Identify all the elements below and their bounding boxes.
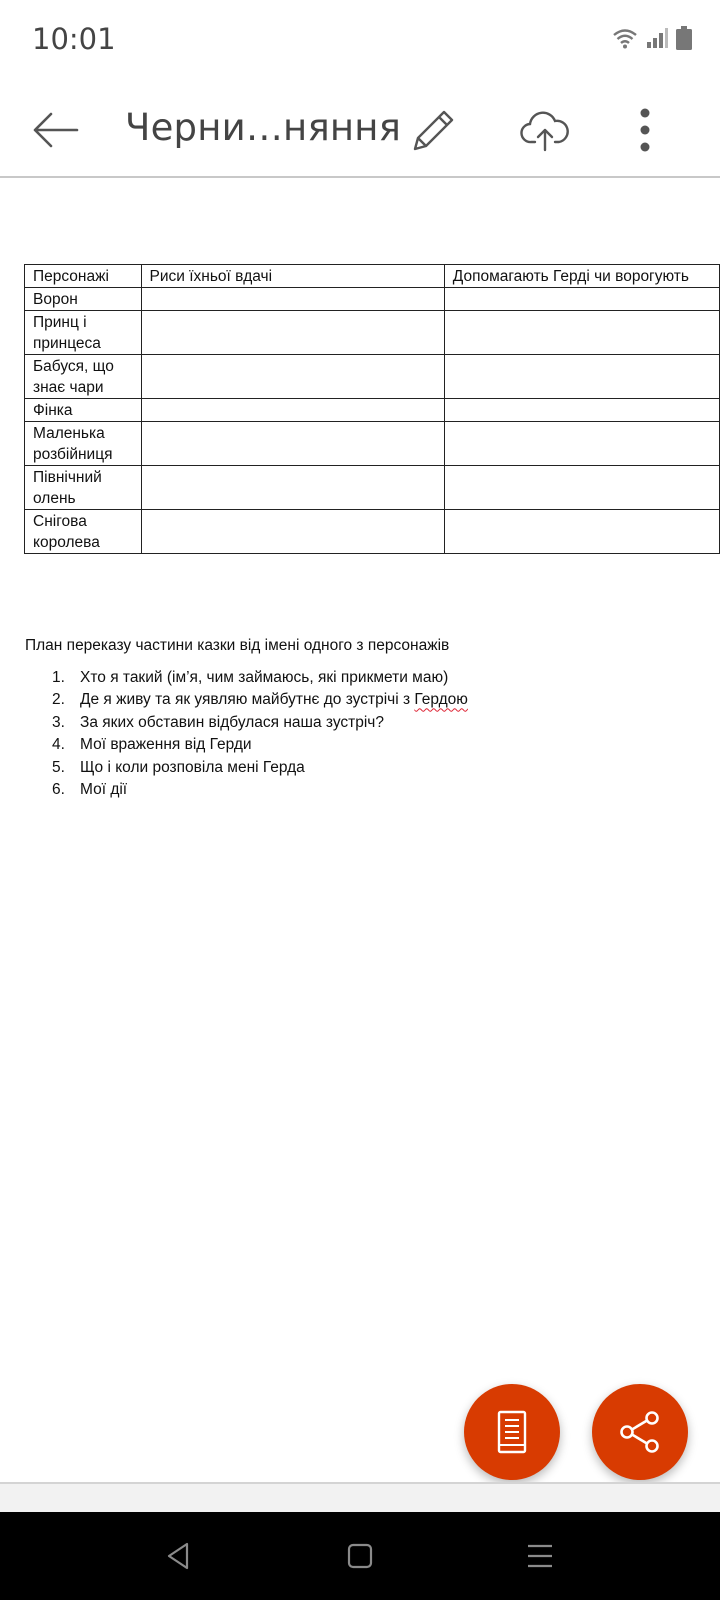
table-cell: [444, 355, 719, 399]
list-item-number: 3.: [52, 713, 65, 731]
document-page[interactable]: [0, 178, 720, 1482]
characters-table: [24, 264, 720, 554]
table-cell: [141, 311, 444, 355]
table-row: [25, 399, 720, 422]
table-cell: [444, 466, 719, 510]
nav-home-button[interactable]: [330, 1534, 390, 1578]
reader-mode-icon: [497, 1410, 527, 1454]
list-item-text: Мої дії: [80, 780, 128, 798]
table-cell: [444, 510, 719, 554]
pencil-icon: [410, 106, 458, 154]
table-row: [25, 355, 720, 399]
table-row: [25, 510, 720, 554]
table-cell: Північний олень: [25, 466, 142, 510]
signal-icon: [646, 27, 668, 49]
list-item-text: За яких обставин відбулася наша зустріч?: [80, 713, 384, 731]
list-item-text: Де я живу та як уявляю майбутнє до зустрічі з: [80, 691, 415, 709]
back-button[interactable]: [20, 84, 90, 176]
cloud-upload-icon: [519, 108, 571, 152]
status-icons: [612, 26, 692, 50]
table-row: [25, 311, 720, 355]
document-title: Черни…няння: [125, 106, 402, 149]
table-row: [25, 466, 720, 510]
edit-button[interactable]: [399, 84, 469, 176]
table-header-row: [25, 265, 720, 288]
list-item-text-wrap: [80, 689, 468, 711]
nav-recents-button[interactable]: [510, 1534, 570, 1578]
table-cell: [141, 399, 444, 422]
table-cell: [444, 288, 719, 311]
list-item-text: Що і коли розповіла мені Герда: [80, 758, 305, 776]
table-cell: Принц і принцеса: [25, 311, 142, 355]
table-header-cell: Допомагають Герді чи ворогують: [444, 265, 719, 288]
table-cell: Ворон: [25, 288, 142, 311]
table-cell: [444, 399, 719, 422]
nav-back-icon: [165, 1541, 191, 1571]
list-item-number: 2.: [52, 691, 65, 709]
reader-mode-button[interactable]: [464, 1384, 560, 1480]
list-item-text: Хто я такий (ім’я, чим займаюсь, які прикмети маю): [80, 669, 449, 686]
nav-back-button[interactable]: [148, 1534, 208, 1578]
table-cell: [141, 288, 444, 311]
table-header-cell: Персонажі: [25, 265, 142, 288]
table-cell: Бабуся, що знає чари: [25, 355, 142, 399]
share-icon: [618, 1410, 662, 1454]
status-time: 10:01: [32, 22, 116, 56]
nav-recents-icon: [526, 1543, 554, 1569]
table-cell: [141, 510, 444, 554]
battery-icon: [676, 26, 692, 50]
list-item-number: 6.: [52, 780, 65, 798]
more-options-button[interactable]: [610, 84, 680, 176]
table-cell: [444, 422, 719, 466]
list-item-number: 4.: [52, 736, 65, 754]
share-button[interactable]: [592, 1384, 688, 1480]
arrow-left-icon: [31, 110, 79, 150]
list-item-number: 5.: [52, 758, 65, 776]
app-bar: [0, 84, 720, 178]
table-cell: [141, 355, 444, 399]
upload-button[interactable]: [510, 84, 580, 176]
table-cell: Маленька розбійниця: [25, 422, 142, 466]
table-cell: Фінка: [25, 399, 142, 422]
spellcheck-flagged-word: Гердою: [414, 691, 468, 709]
table-row: [25, 288, 720, 311]
more-vert-icon: [638, 108, 652, 152]
status-bar: [0, 0, 720, 84]
table-cell: [141, 422, 444, 466]
table-row: [25, 422, 720, 466]
nav-home-icon: [347, 1543, 373, 1569]
system-nav-bar: [0, 1512, 720, 1600]
table-cell: Снігова королева: [25, 510, 142, 554]
bottom-strip: [0, 1484, 720, 1512]
table-header-cell: Риси їхньої вдачі: [141, 265, 444, 288]
table-cell: [141, 466, 444, 510]
plan-heading: План переказу частини казки від імені одного з персонажів: [25, 637, 450, 654]
list-item-number: 1.: [52, 669, 65, 686]
table-cell: [444, 311, 719, 355]
wifi-icon: [612, 27, 638, 49]
list-item-text: Мої враження від Герди: [80, 736, 252, 754]
